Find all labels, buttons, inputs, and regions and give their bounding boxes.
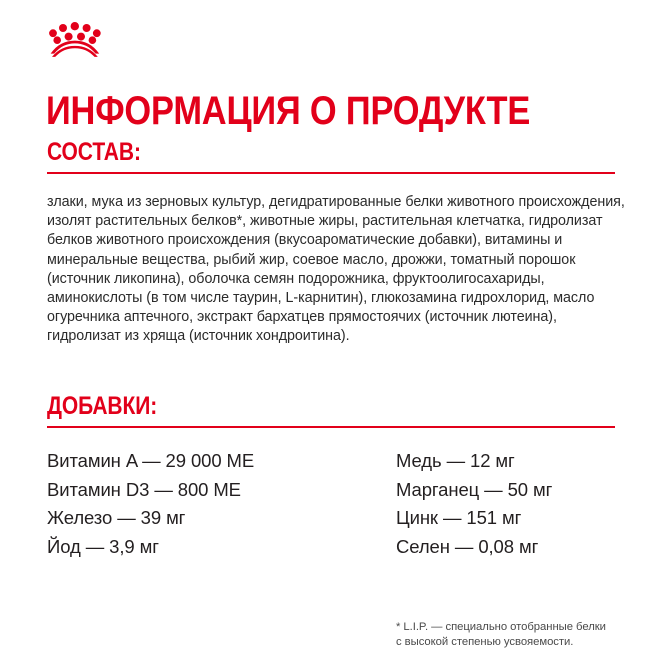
composition-text: злаки, мука из зерновых культур, дегидратированные белки животного происхождения, изолят растительных белков*, животные жиры, растительная клетчатка, гидролизат белков животного происхождения (вкусоароматические добавки), витамины и минеральные вещества, рыбий жир, соевое масло, дрожжи, томатный порошок (источник ликопина), оболочка семян подорожника, фруктоолигосахариды, аминокислоты (в том числе таурин, L-карнитин), глюкозамина гидрохлорид, масло огуречника аптечного, экстракт бархатцев прямостоячих (источник лютеина), гидролизат из хряща (источник хондроитина). <box>47 194 625 345</box>
additives-divider <box>47 426 615 428</box>
page-title: ИНФОРМАЦИЯ О ПРОДУКТЕ <box>46 88 531 133</box>
footnote <box>396 620 651 650</box>
list-item: Селен — 0,08 мг <box>396 535 539 557</box>
footnote-line-1: * L.I.P. — специально отобранные белки <box>396 621 606 633</box>
list-item: Йод — 3,9 мг <box>47 535 159 557</box>
section-additives <box>47 392 615 428</box>
list-item: Марганец — 50 мг <box>396 478 553 500</box>
list-item: Медь — 12 мг <box>396 450 515 471</box>
additives-column-left <box>47 447 377 561</box>
additives-heading: ДОБАВКИ: <box>47 392 158 420</box>
royal-canin-crown-icon <box>47 20 103 58</box>
composition-divider <box>47 172 615 174</box>
list-item: Витамин A — 29 000 МЕ <box>47 450 255 471</box>
composition-heading: СОСТАВ: <box>47 138 141 166</box>
list-item: Витамин D3 — 800 МЕ <box>47 478 241 500</box>
additives-list <box>0 447 667 562</box>
list-item: Цинк — 151 мг <box>396 507 522 528</box>
footnote-line-2: с высокой степенью усвояемости. <box>396 636 574 648</box>
list-item: Железо — 39 мг <box>47 507 186 528</box>
section-composition <box>47 138 615 174</box>
additives-column-right <box>396 447 646 561</box>
